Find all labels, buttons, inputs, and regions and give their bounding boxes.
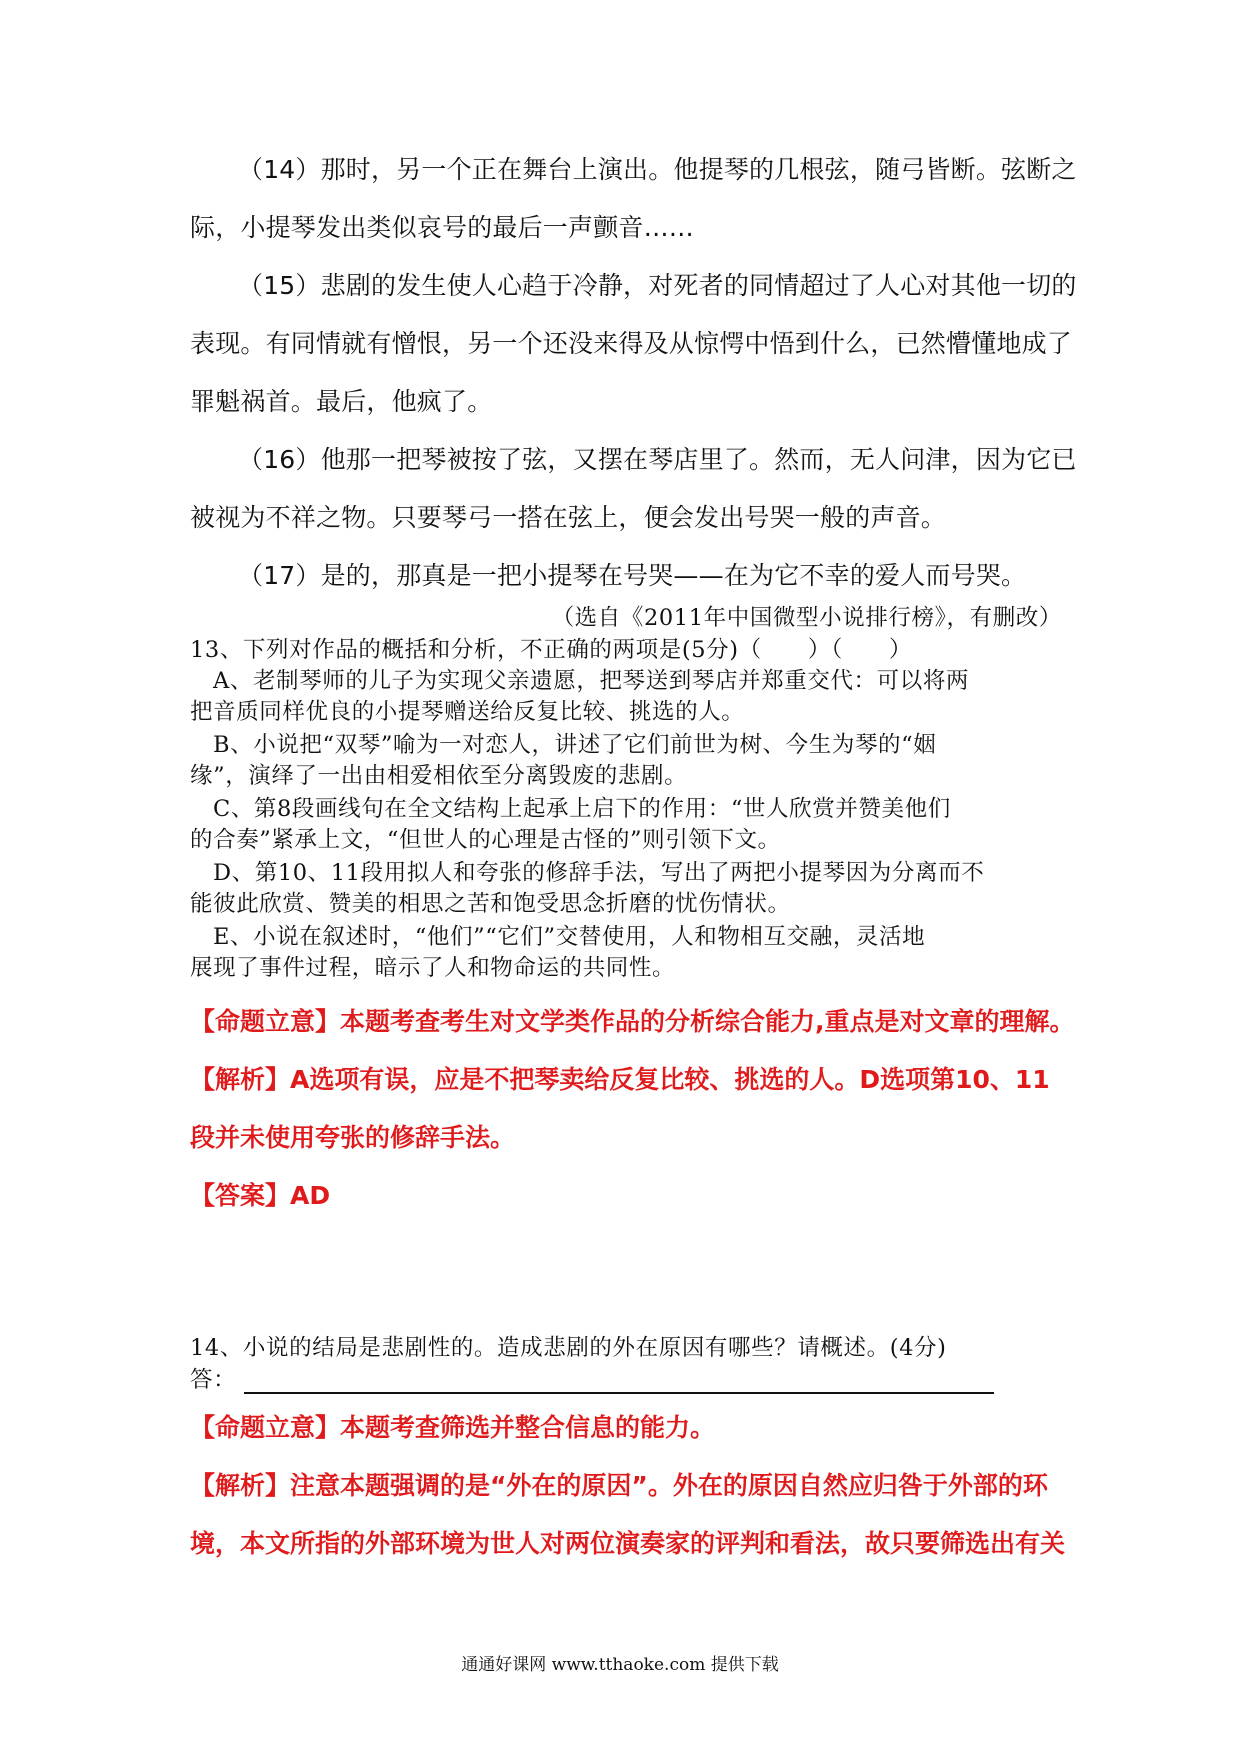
q13-analysis-line-1: 【解析】A选项有误，应是不把琴卖给反复比较、挑选的人。D选项第10、11: [190, 1065, 1050, 1094]
question-14-stem: 14、小说的结局是悲剧性的。造成悲剧的外在原因有哪些？请概述。(4分): [190, 1335, 947, 1361]
q13-option-c-line-2: 的合奏”紧承上文，“但世人的心理是古怪的”则引领下文。: [190, 827, 781, 853]
q14-intent: 【命题立意】本题考查筛选并整合信息的能力。: [190, 1413, 716, 1442]
q14-answer-row: [190, 1362, 994, 1394]
paragraph-16-line-2: 被视为不祥之物。只要琴弓一搭在弦上，便会发出号哭一般的声音。: [190, 503, 947, 532]
paragraph-17-line-1: （17）是的，那真是一把小提琴在号哭——在为它不幸的爱人而号哭。: [238, 561, 1027, 590]
q13-answer: 【答案】AD: [190, 1181, 331, 1210]
q13-option-c-line-1: C、第8段画线句在全文结构上起承上启下的作用：“世人欣赏并赞美他们: [213, 796, 951, 822]
paragraph-16-line-1: （16）他那一把琴被按了弦，又摆在琴店里了。然而，无人问津，因为它已: [238, 445, 1077, 474]
passage-source: （选自《2011年中国微型小说排行榜》，有删改）: [551, 605, 1062, 631]
paragraph-14-line-1: （14）那时，另一个正在舞台上演出。他提琴的几根弦，随弓皆断。弦断之: [238, 155, 1077, 184]
q13-option-e-line-2: 展现了事件过程，暗示了人和物命运的共同性。: [190, 955, 676, 981]
q13-option-a-line-2: 把音质同样优良的小提琴赠送给反复比较、挑选的人。: [190, 699, 745, 725]
paragraph-14-line-2: 际，小提琴发出类似哀号的最后一声颤音……: [190, 213, 695, 242]
paragraph-15-line-2: 表现。有同情就有憎恨，另一个还没来得及从惊愕中悟到什么，已然懵懂地成了: [190, 329, 1073, 358]
paragraph-15-line-1: （15）悲剧的发生使人心趋于冷静，对死者的同情超过了人心对其他一切的: [238, 271, 1077, 300]
q13-option-e-line-1: E、小说在叙述时，“他们”“它们”交替使用，人和物相互交融，灵活地: [213, 924, 926, 950]
q13-analysis-line-2: 段并未使用夸张的修辞手法。: [190, 1123, 516, 1152]
paragraph-15-line-3: 罪魁祸首。最后，他疯了。: [190, 387, 493, 416]
q13-option-d-line-1: D、第10、11段用拟人和夸张的修辞手法，写出了两把小提琴因为分离而不: [213, 860, 985, 886]
q14-analysis-line-1: 【解析】注意本题强调的是“外在的原因”。外在的原因自然应归咎于外部的环: [190, 1471, 1048, 1500]
q13-option-b-line-2: 缘”，演绎了一出由相爱相依至分离毁废的悲剧。: [190, 763, 688, 789]
question-13-stem: 13、下列对作品的概括和分析，不正确的两项是(5分)（ ）（ ）: [190, 637, 913, 663]
page-footer: 通通好课网 www.tthaoke.com 提供下载: [461, 1655, 779, 1675]
q13-intent: 【命题立意】本题考查考生对文学类作品的分析综合能力,重点是对文章的理解。: [190, 1007, 1075, 1036]
q13-option-b-line-1: B、小说把“双琴”喻为一对恋人，讲述了它们前世为树、今生为琴的“姻: [213, 732, 937, 758]
q14-answer-blank[interactable]: [244, 1370, 994, 1394]
q14-answer-label: 答：: [190, 1367, 237, 1393]
q13-option-d-line-2: 能彼此欣赏、赞美的相思之苦和饱受思念折磨的忧伤情状。: [190, 891, 791, 917]
q14-analysis-line-2: 境，本文所指的外部环境为世人对两位演奏家的评判和看法，故只要筛选出有关: [190, 1529, 1066, 1558]
q13-option-a-line-1: A、老制琴师的儿子为实现父亲遗愿，把琴送到琴店并郑重交代：可以将两: [213, 668, 970, 694]
